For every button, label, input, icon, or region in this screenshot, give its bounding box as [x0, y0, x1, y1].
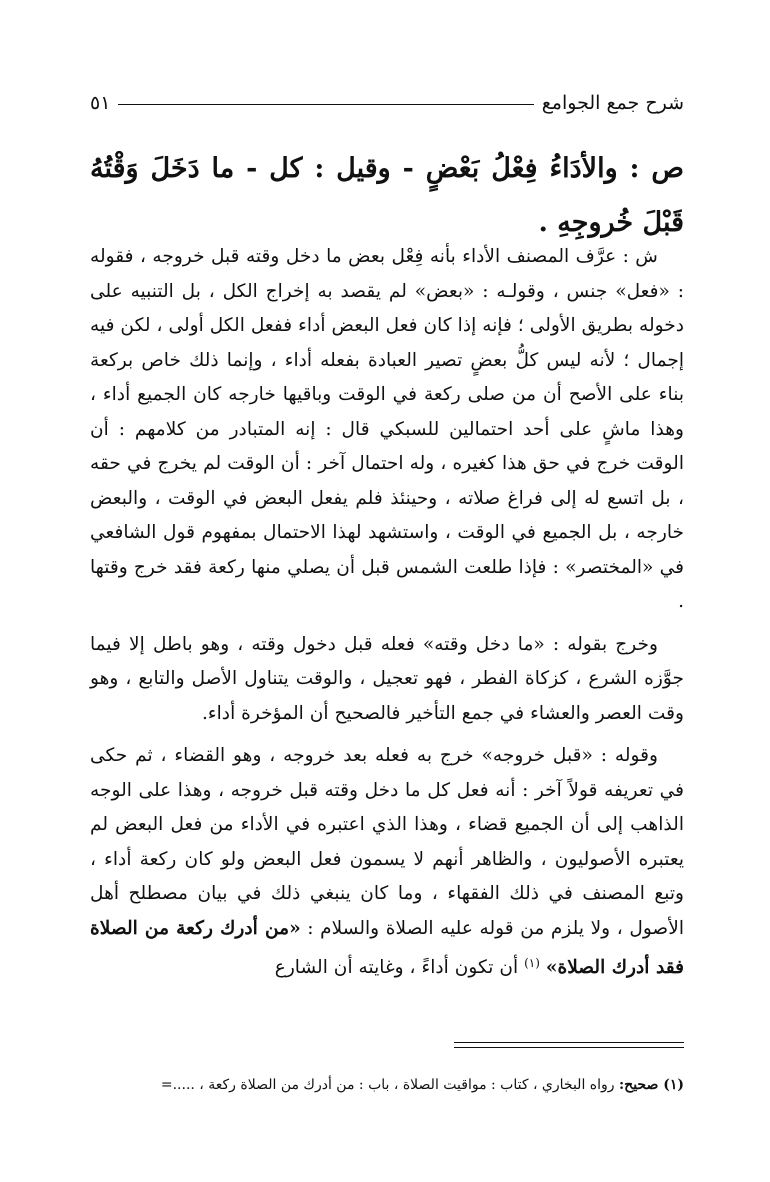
- footnote-text: رواه البخاري ، كتاب : مواقيت الصلاة ، باب : من أدرك من الصلاة ركعة ، .....=: [160, 1077, 619, 1093]
- header-rule: [118, 104, 533, 105]
- footnote-label: (١) صحيح:: [618, 1077, 684, 1093]
- footnote-rule-thick: [454, 1042, 684, 1043]
- commentary-paragraph-3: [90, 739, 684, 986]
- matn-text: ص : والأدَاءُ فِعْلُ بَعْضٍ - وقيل : كل - ما دَخَلَ وَقْتُهُ قَبْلَ خُروجِهِ .: [90, 153, 684, 238]
- hadith-quote: «من أدرك ركعة من الصلاة فقد أدرك الصلاة»: [90, 917, 684, 978]
- commentary-paragraph-1: ش : عرَّف المصنف الأداء بأنه فِعْل بعض ما دخل وقته قبل خروجه ، فقوله : «فعل» جنس ، وقولـه : «بعض» لم يقصد به إخراج الكل ، بل التنبيه على دخوله بطريق الأولى ؛ فإنه إذا كان فعل البعض أداء ففعل الكل أولى ، لكن فيه إجمال ؛ لأنه ليس كلُّ بعضٍ تصير العبادة بفعله أداء ، وإنما ذلك خاص بركعة بناء على الأصح أن من صلى ركعة في الوقت وباقيها خارجه كان الجميع أداء ، وهذا ماشٍ على أحد احتمالين للسبكي قال : إنه المتبادر من كلامهم : أن الوقت خرج في حق هذا كغيره ، وله احتمال آخر : أن الوقت لم يخرج في حقه ، بل اتسع له إلى فراغ صلاته ، وحينئذ فلم يفعل البعض في الوقت ، والبعض خارجه ، بل الجميع في الوقت ، واستشهد لهذا الاحتمال بمفهوم قول الشافعي في «المختصر» : فإذا طلعت الشمس قبل أن يصلي منها ركعة فقد خرج وقتها .: [90, 246, 684, 612]
- paragraph-3-continuation: أن تكون أداءً ، وغايته أن الشارع: [274, 957, 525, 978]
- footnote-rule-thin: [454, 1047, 684, 1048]
- paragraph-3-text: وقوله : «قبل خروجه» خرج به فعله بعد خروجه ، وهو القضاء ، ثم حكى في تعريفه قولاً آخر : أنه فعل كل ما دخل وقته قبل خروجه ، وهذا على الوجه الذاهب إلى أن الجميع قضاء ، وهذا الذي اعتبره في الأداء من فعل البعض لم يعتبره الأصوليون ، والظاهر أنهم لا يسمون فعل البعض ولو كان ركعة أداء ، وتبع المصنف في ذلك الفقهاء ، وما كان ينبغي ذلك في بيان مصطلح أهل الأصول ، ولا يلزم من قوله عليه الصلاة والسلام :: [90, 745, 684, 939]
- footnote-reference: (١): [524, 956, 540, 970]
- page-number: ٥١: [90, 92, 111, 114]
- commentary-body: [90, 240, 684, 994]
- running-header: [90, 86, 684, 120]
- commentary-paragraph-2: وخرج بقوله : «ما دخل وقته» فعله قبل دخول وقته ، وهو باطل إلا فيما جوَّزه الشرع ، كزكاة الفطر ، فهو تعجيل ، والوقت يتناول الأصل والتابع ، وهو وقت العصر والعشاء في جمع التأخير فالصحيح أن المؤخرة أداء.: [90, 633, 684, 724]
- running-title: شرح جمع الجوامع: [541, 92, 684, 114]
- footnote-separator: [90, 1042, 684, 1052]
- footnote: [90, 1074, 684, 1096]
